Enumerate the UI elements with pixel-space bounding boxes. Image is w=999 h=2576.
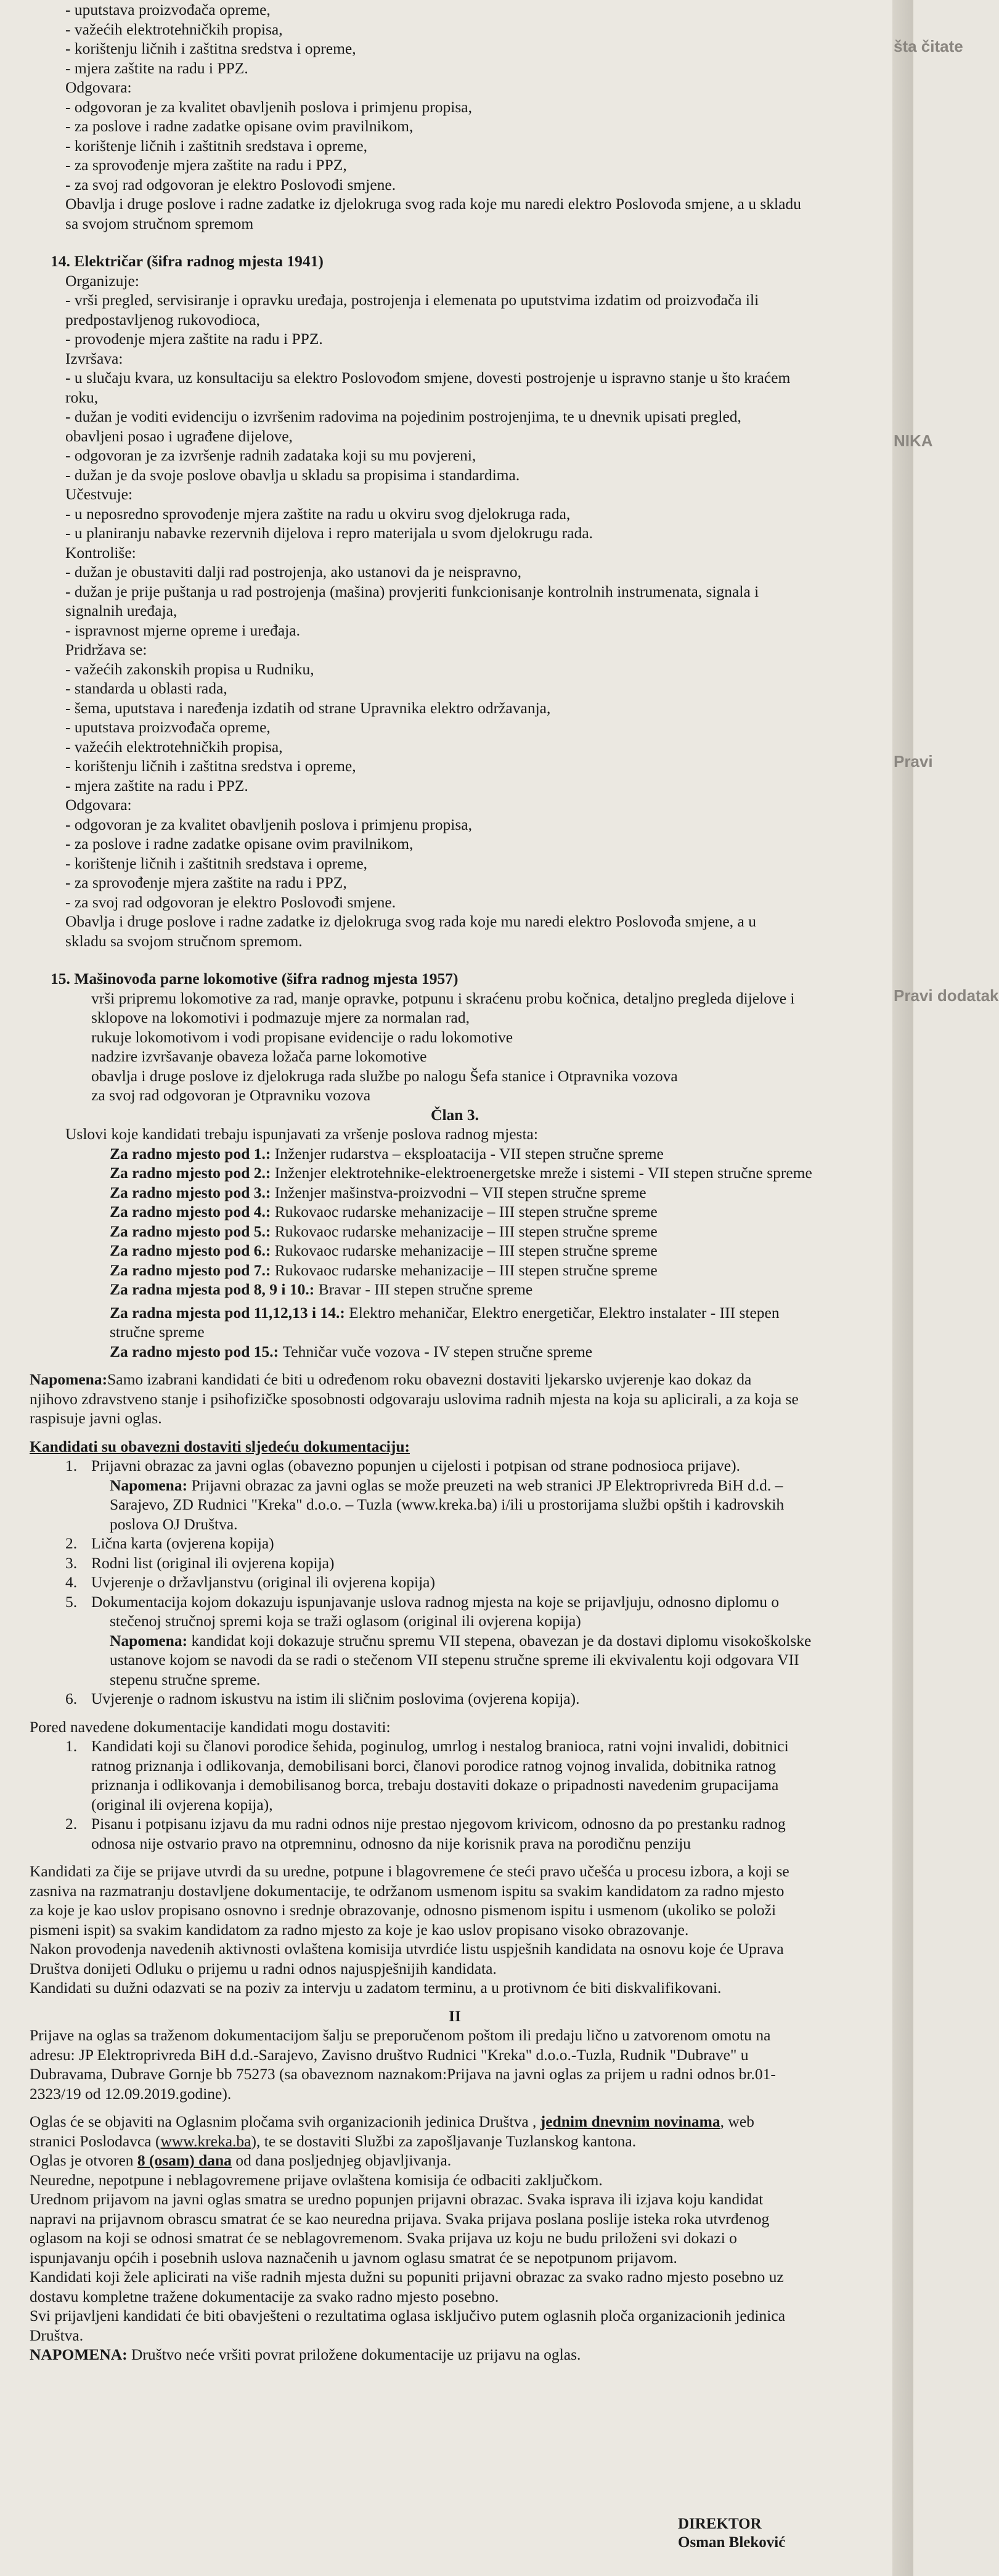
text-line: predpostavljenog rukovodioca, (65, 310, 260, 329)
text-line: (original ili ovjerena kopija), (91, 1795, 273, 1813)
text-line: nadzire izvršavanje obaveza ložača parne lokomotive (91, 1047, 427, 1065)
text-line: - provođenje mjera zaštite na radu i PPZ. (65, 330, 323, 348)
text-line: - važećih elektrotehničkih propisa, (65, 20, 283, 38)
text-line: Svi prijavljeni kandidati će biti obavješteni o rezultatima oglasa isključivo putem oglasnih ploča organizacionih jedinica (30, 2307, 786, 2325)
doc-note: Napomena: kandidat koji dokazuje stručnu spremu VII stepena, obavezan je da dostavi diplomu visokoškolske (110, 1631, 812, 1650)
text-line: Odgovara: (65, 796, 132, 814)
doc-item: 5. Dokumentacija kojom dokazuju ispunjavanje uslova radnog mjesta na koje se prijavljuju, odnosno diplomu o (65, 1592, 780, 1611)
signature-block (678, 2515, 785, 2552)
text-line: - šema, uputstava i naređenja izdatih od strane Upravnika elektro održavanja, (65, 698, 551, 717)
text-line: 2323/19 od 12.09.2019.godine). (30, 2084, 232, 2103)
text-line: - korištenju ličnih i zaštitna sredstva i opreme, (65, 757, 356, 775)
text-line: - uputstava proizvođača opreme, (65, 1, 271, 18)
requirement-item: Za radna mjesta pod 11,12,13 i 14.: Elektro mehaničar, Elektro energetičar, Elektro instalater - III stepen (110, 1303, 780, 1322)
text-line: poslova OJ Društva. (110, 1515, 238, 1533)
requirement-item: Za radno mjesto pod 4.: Rukovaoc rudarske mehanizacije – III stepen stručne spreme (110, 1203, 658, 1221)
text-line: - u neposredno sprovođenje mjera zaštite na radu u okviru svog djelokruga rada, (65, 504, 571, 523)
text-line: roku, (65, 388, 99, 406)
text-line: - važećih zakonskih propisa u Rudniku, (65, 660, 314, 678)
notice-body (30, 0, 880, 2365)
requirement-item: Za radno mjesto pod 15.: Tehničar vuče vozova - IV stepen stručne spreme (110, 1342, 593, 1360)
requirement-item: Za radno mjesto pod 7.: Rukovaoc rudarske mehanizacije – III stepen stručne spreme (110, 1261, 658, 1279)
text-line: zasniva na razmatranju dostavljene dokumentacije, te održanom usmenom ispitu sa svakim kandidatom za radno mjesto (30, 1881, 785, 1900)
text-line: - korištenje ličnih i zaštitnih sredstava i opreme, (65, 854, 368, 872)
requirement-item: Za radno mjesto pod 1.: Inženjer rudarstva – eksploatacija - VII stepen stručne spreme (110, 1144, 664, 1163)
text-line: stečenoj stručnoj spremi koja se traži oglasom (original ili ovjerena kopija) (110, 1612, 581, 1630)
text-line: Izvršava: (65, 349, 123, 367)
text-line: Kandidati za čije se prijave utvrdi da su uredne, potpune i blagovremene će steći pravo učešća u procesu izbora, a koji se (30, 1862, 789, 1880)
signature-title: DIREKTOR (678, 2516, 762, 2532)
edge-text-bottom: Pravi dodatak (894, 986, 999, 1005)
text-line: za svoj rad odgovoran je Otpravniku vozova (91, 1086, 371, 1104)
edge-text-mid: NIKA (894, 431, 933, 450)
article-heading: Član 3. (431, 1105, 479, 1124)
text-line: stranici Poslodavca (www.kreka.ba), te se dostaviti Službi za zapošljavanje Tuzlanskog kantona. (30, 2132, 637, 2150)
doc-item: 2. Lična karta (ovjerena kopija) (65, 1534, 274, 1552)
text-line: - standarda u oblasti rada, (65, 679, 227, 697)
text-line: Uslovi koje kandidati trebaju ispunjavati za vršenje poslova radnog mjesta: (65, 1125, 538, 1143)
adjacent-page-edge (892, 0, 999, 2576)
requirement-item: stručne spreme (110, 1323, 205, 1341)
text-line: Odgovara: (65, 78, 132, 96)
text-line: Pridržava se: (65, 640, 147, 658)
text-line: odnosa nije ostvario pravo na otpremninu, odnosno da nije korisnik prava na porodičnu penziju (91, 1834, 691, 1852)
text-line: - za svoj rad odgovoran je elektro Poslovođi smjene. (65, 175, 396, 194)
text-line: Pored navedene dokumentacije kandidati mogu dostaviti: (30, 1717, 391, 1736)
text-line: pismeni ispit) sa svakim kandidatom za radno mjesto za koje je kao uslov propisano visoko obrazovanje. (30, 1920, 689, 1939)
doc-item: 3. Rodni list (original ili ovjerena kopija) (65, 1553, 335, 1572)
text-line: obavljeni posao i ugrađene dijelove, (65, 427, 293, 445)
text-line: Kandidati koji žele aplicirati na više radnih mjesta dužni su popuniti prijavni obrazac za svako radno mjesto posebno uz (30, 2268, 784, 2286)
text-line: - za poslove i radne zadatke opisane ovim pravilnikom, (65, 117, 414, 135)
doc-item: 6. Uvjerenje o radnom iskustvu na istim ili sličnim poslovima (ovjerena kopija). (65, 1690, 580, 1707)
text-line: obavlja i druge poslove iz djelokruga rada službe po nalogu Šefa stanice i Otpravnika vozova (91, 1066, 678, 1085)
text-line: Oglas je otvoren 8 (osam) dana od dana posljednjeg objavljivanja. (30, 2151, 452, 2169)
extra-item: 1. Kandidati koji su članovi porodice šehida, poginulog, umrlog i nestalog branioca, ratni vojni invalidi, dobitnici (65, 1737, 789, 1755)
text-line: ustanove kojom se navodi da se radi o stečenom VII stepenu stručne spreme ili ekvivalentu koji odgovara VII (110, 1651, 799, 1669)
text-line: Obavlja i druge poslove i radne zadatke iz djelokruga svog rada koje mu naredi elektro Poslovođa smjene, a u (65, 912, 756, 930)
text-line: Društva. (30, 2326, 84, 2344)
extra-item: 2. Pisanu i potpisanu izjavu da mu radni odnos nije prestao njegovom krivicom, odnosno da po prestanku radnog (65, 1815, 786, 1833)
text-line: Neuredne, nepotpune i neblagovremene prijave ovlaštena komisija će odbaciti zaključkom. (30, 2170, 603, 2189)
text-line: signalnih uređaja, (65, 602, 177, 619)
doc-item: 1. Prijavni obrazac za javni oglas (obavezno popunjen u cijelosti i potpisan od strane podnosioca prijave). (65, 1457, 740, 1474)
requirement-item: Za radno mjesto pod 6.: Rukovaoc rudarske mehanizacije – III stepen stručne spreme (110, 1241, 658, 1259)
text-line: - korištenju ličnih i zaštitna sredstva i opreme, (65, 39, 356, 57)
final-note: NAPOMENA: Društvo neće vršiti povrat priložene dokumentacije uz prijavu na oglas. (30, 2345, 581, 2363)
text-line: vrši pripremu lokomotive za rad, manje opravke, potpunu i skraćenu probu kočnica, detaljno pregleda dijelove i (91, 989, 795, 1007)
text-line: - važećih elektrotehničkih propisa, (65, 737, 283, 756)
requirement-item: Za radno mjesto pod 3.: Inženjer mašinstva-proizvodni – VII stepen stručne spreme (110, 1183, 646, 1201)
note-line: Napomena:Samo izabrani kandidati će biti u određenom roku obavezni dostaviti ljekarsko uvjerenje kao dokaz da (30, 1370, 752, 1388)
text-line: dostavu kompletne tražene dokumentacije za svako radno mjesto posebno. (30, 2287, 499, 2305)
text-line: - za sprovođenje mjera zaštite na radu i PPZ, (65, 873, 347, 891)
edge-text-top: šta čitate (894, 37, 963, 55)
text-line: - odgovoran je za kvalitet obavljenih poslova i primjenu propisa, (65, 815, 472, 833)
section-heading: 15. Mašinovođa parne lokomotive (šifra radnog mjesta 1957) (51, 970, 459, 987)
text-line: raspisuje javni oglas. (30, 1409, 162, 1427)
text-line: Kandidati su dužni odazvati se na poziv za intervju u zadatom terminu, a u protivnom će biti diskvalifikovani. (30, 1979, 722, 1997)
text-line: Dubravama, Dubrave Gornje bb 75273 (sa obaveznom naznakom:Prijava na javni oglas za prijem u radni odnos br.01- (30, 2065, 776, 2083)
text-line: - vrši pregled, servisiranje i opravku uređaja, postrojenja i elemenata po uputstvima izdatim od proizvođača ili (65, 291, 759, 309)
text-line: ispunjavanju općih i posebnih uslova naznačenih u javnom oglasu smatrat će se nepotpunom prijavom. (30, 2248, 677, 2267)
text-line: za koje je kao uslov propisano osnovno i srednje obrazovanje, odnosno pismenom ispitu i usmenom (ukoliko se položi (30, 1901, 777, 1919)
text-line: oglasom na koji se odnosi smatrat će se neblagovremenom. Svaka prijava uz koju ne budu priloženi svi dokazi o (30, 2229, 737, 2247)
text-line: njihovo zdravstveno stanje i psihofizičke sposobnosti odgovaraju uslovima radnih mjesta na koja su aplicirali, a za koja se (30, 1389, 799, 1408)
doc-item: 4. Uvjerenje o državljanstvu (original ili ovjerena kopija) (65, 1573, 435, 1591)
text-line: - dužan je voditi evidenciju o izvršenim radovima na pojedinim postrojenjima, te u dnevnik upisati pregled, (65, 407, 741, 425)
text-line: skladu sa svojom stručnom spremom. (65, 931, 303, 950)
text-line: - za svoj rad odgovoran je elektro Poslovođi smjene. (65, 893, 396, 911)
signature-name: Osman Bleković (678, 2534, 786, 2551)
text-line: - dužan je obustaviti dalji rad postrojenja, ako ustanovi da je neispravno, (65, 563, 522, 581)
text-line: sa svojom stručnom spremom (65, 214, 254, 232)
text-line: - za sprovođenje mjera zaštite na radu i PPZ, (65, 156, 347, 174)
text-line: - uputstava proizvođača opreme, (65, 718, 271, 736)
text-line: Sarajevo, ZD Rudnici "Kreka" d.o.o. – Tuzla (www.kreka.ba) i/ili u prostorijama službi opštih i kadrovskih (110, 1495, 785, 1513)
section-heading: 14. Električar (šifra radnog mjesta 1941) (51, 252, 324, 270)
doc-note: Napomena: Prijavni obrazac za javni oglas se može preuzeti na web stranici JP Elektroprivreda BiH d.d. – (110, 1476, 783, 1494)
edge-text-lower: Pravi (894, 752, 933, 771)
text-line: - odgovoran je za kvalitet obavljenih poslova i primjenu propisa, (65, 97, 472, 116)
text-line: napravi na prijavnom obrascu smatrat će se kao neuredna prijava. Svaka prijava poslana poslije isteka roka utvrđenog (30, 2209, 770, 2228)
text-line: ratnog priznanja i odlikovanja, demobilisani borci, članovi porodice ratnog vojnog invalida, dobitnika ratnog (91, 1756, 777, 1775)
text-line: - dužan je prije puštanja u rad postrojenja (mašina) provjeriti funkcionisanje kontrolnih instrumenata, signala i (65, 582, 759, 600)
part-heading: II (449, 2006, 461, 2025)
text-line: - mjera zaštite na radu i PPZ. (65, 59, 248, 77)
text-line: - korištenje ličnih i zaštitnih sredstava i opreme, (65, 136, 368, 155)
text-line: - odgovoran je za izvršenje radnih zadataka koji su mu povjereni, (65, 446, 476, 464)
requirement-item: Za radno mjesto pod 5.: Rukovaoc rudarske mehanizacije – III stepen stručne spreme (110, 1222, 658, 1240)
text-line: Obavlja i druge poslove i radne zadatke iz djelokruga svog rada koje mu naredi elektro Poslovođa smjene, a u skladu (65, 195, 801, 213)
text-line: priznanja i odlikovanja i demobilisanog borca, trebaju dostaviti dokaze o pripadnosti navedenim grupacijama (91, 1776, 779, 1794)
website-link[interactable]: www.kreka.ba (160, 2132, 251, 2150)
documents-heading: Kandidati su obavezni dostaviti sljedeću dokumentaciju: (30, 1437, 410, 1455)
text-line: Organizuje: (65, 271, 139, 290)
text-line: adresu: JP Elektroprivreda BiH d.d.-Sarajevo, Zavisno društvo Rudnici "Kreka" d.o.o.-Tuzla, Rudnik "Dubrave" u (30, 2045, 749, 2064)
text-line: Prijave na oglas sa traženom dokumentacijom šalju se preporučenom poštom ili predaju lično u zatvorenom omotu na (30, 2026, 771, 2044)
text-line: - u slučaju kvara, uz konsultaciju sa elektro Poslovođom smjene, dovesti postrojenje u ispravno stanje u što kraćem (65, 369, 791, 386)
text-line: Nakon provođenja navedenih aktivnosti ovlaštena komisija utvrdiće listu uspješnih kandidata na osnovu koje će Uprava (30, 1940, 784, 1958)
text-line: - za poslove i radne zadatke opisane ovim pravilnikom, (65, 835, 414, 853)
text-line: sklopove na lokomotivi i podmazuje mjere za normalan rad, (91, 1008, 470, 1026)
text-line: - dužan je da svoje poslove obavlja u skladu sa propisima i standardima. (65, 465, 520, 484)
text-line: - u planiranju nabavke rezervnih dijelova i repro materijala u svom djelokrugu rada. (65, 524, 593, 542)
text-line: Kontroliše: (65, 543, 136, 562)
text-line: - mjera zaštite na radu i PPZ. (65, 776, 248, 795)
text-line: Urednom prijavom na javni oglas smatra se uredno popunjen prijavni obrazac. Svaka isprava ili izjava koju kandidat (30, 2190, 764, 2208)
text-line: rukuje lokomotivom i vodi propisane evidencije o radu lokomotive (91, 1028, 513, 1046)
text-line: - ispravnost mjerne opreme i uređaja. (65, 621, 300, 639)
text-line: Društva donijeti Odluku o prijemu u radni odnos najuspješnijih kandidata. (30, 1959, 497, 1977)
requirement-item: Za radno mjesto pod 2.: Inženjer elektrotehnike-elektroenergetske mreže i sistemi - VII stepen stručne spreme (110, 1164, 812, 1182)
text-line: stepenu stručne spreme. (110, 1670, 261, 1688)
text-line: Oglas će se objaviti na Oglasnim pločama svih organizacionih jedinica Društva , jednim dnevnim novinama, web (30, 2112, 754, 2130)
requirement-item: Za radna mjesta pod 8, 9 i 10.: Bravar - III stepen stručne spreme (110, 1280, 533, 1298)
text-line: Učestvuje: (65, 485, 133, 503)
